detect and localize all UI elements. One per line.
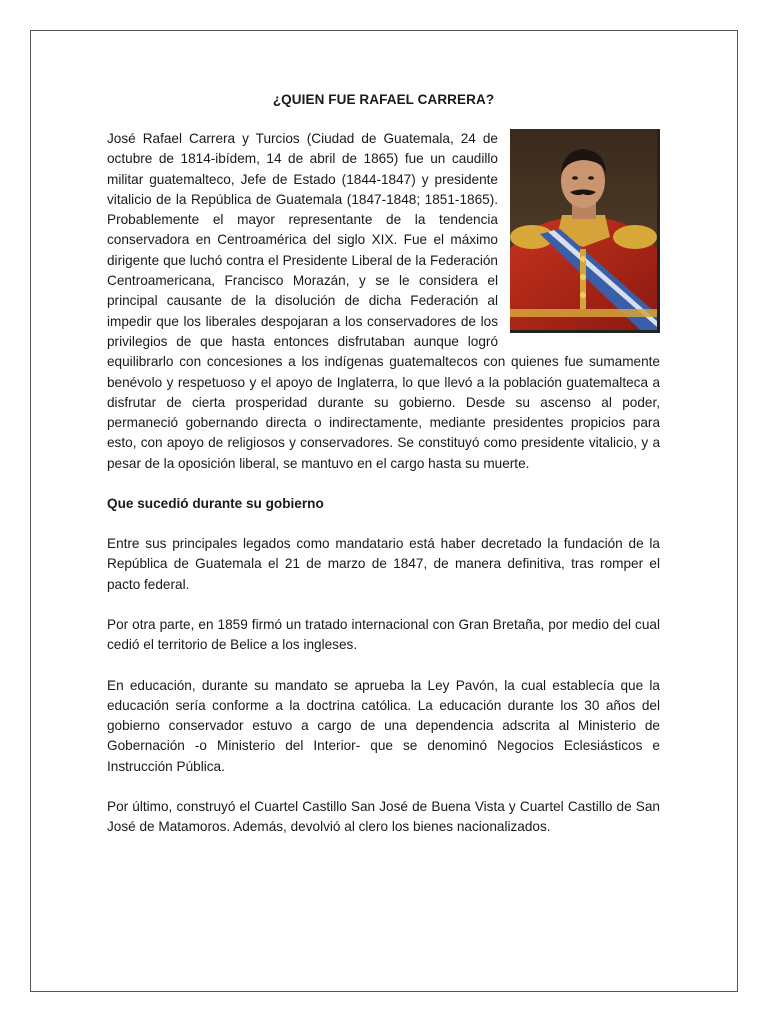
portrait-image: [510, 129, 660, 333]
section-heading: Que sucedió durante su gobierno: [107, 496, 324, 512]
document-content: [107, 92, 660, 858]
paragraph-education: En educación, durante su mandato se aprueba la Ley Pavón, la cual establecía que la educación sería conforme a la doctrina católica. La educación durante los 30 años del gobierno conservador estuvo a cargo de una dependencia adscrita al Ministerio de Gobernación -o Ministerio del Interior- que se denominó Negocios Eclesiásticos e Instrucción Pública.: [107, 677, 660, 774]
paragraph-belize-treaty: Por otra parte, en 1859 firmó un tratado internacional con Gran Bretaña, por medio del cual cedió el territorio de Belice a los ingleses.: [107, 616, 660, 653]
paragraph-castles: Por último, construyó el Cuartel Castillo San José de Buena Vista y Cuartel Castillo de San José de Matamoros. Además, devolvió al clero los bienes nacionalizados.: [107, 799, 660, 835]
paragraph-legacy: Entre sus principales legados como mandatario está haber decretado la fundación de la República de Guatemala el 21 de marzo de 1847, de manera definitiva, tras romper el pacto federal.: [107, 536, 660, 592]
intro-paragraph: José Rafael Carrera y Turcios (Ciudad de Guatemala, 24 de octubre de 1814-ibídem, 14 de abril de 1865) fue un caudillo militar guatemalteco, Jefe de Estado (1844-1847) y presidente vitalicio de la República de Guatemala (1847-1848; 1851-1865). Probablemente el mayor representante de la tendencia conservadora en Centroamérica del siglo XIX. Fue el máximo dirigente que luchó contra el Presidente Liberal de la Federación Centroamericana, Francisco Morazán, y se le considera el principal causante de la disolución de dicha Federación al impedir que los liberales despojaran a los conservadores de los privilegios de que hasta entonces disfrutaban aunque logró equilibrarlo con concesiones a los indígenas guatemaltecos con quienes fue sumamente benévolo y respetuoso y el apoyo de Inglaterra, lo que llevó a la población guatemalteca a disfrutar de cierta prosperidad durante su gobierno. Desde su ascenso al poder, permaneció gobernando directa o indirectamente, mediante presidentes propicios para esto, con apoyo de religiosos y conservadores. Se constituyó como presidente vitalicio, y a pesar de la oposición liberal, se mantuvo en el cargo hasta su muerte.: [107, 131, 660, 471]
portrait-painting: [510, 129, 657, 330]
document-title: ¿QUIEN FUE RAFAEL CARRERA?: [272, 92, 495, 107]
